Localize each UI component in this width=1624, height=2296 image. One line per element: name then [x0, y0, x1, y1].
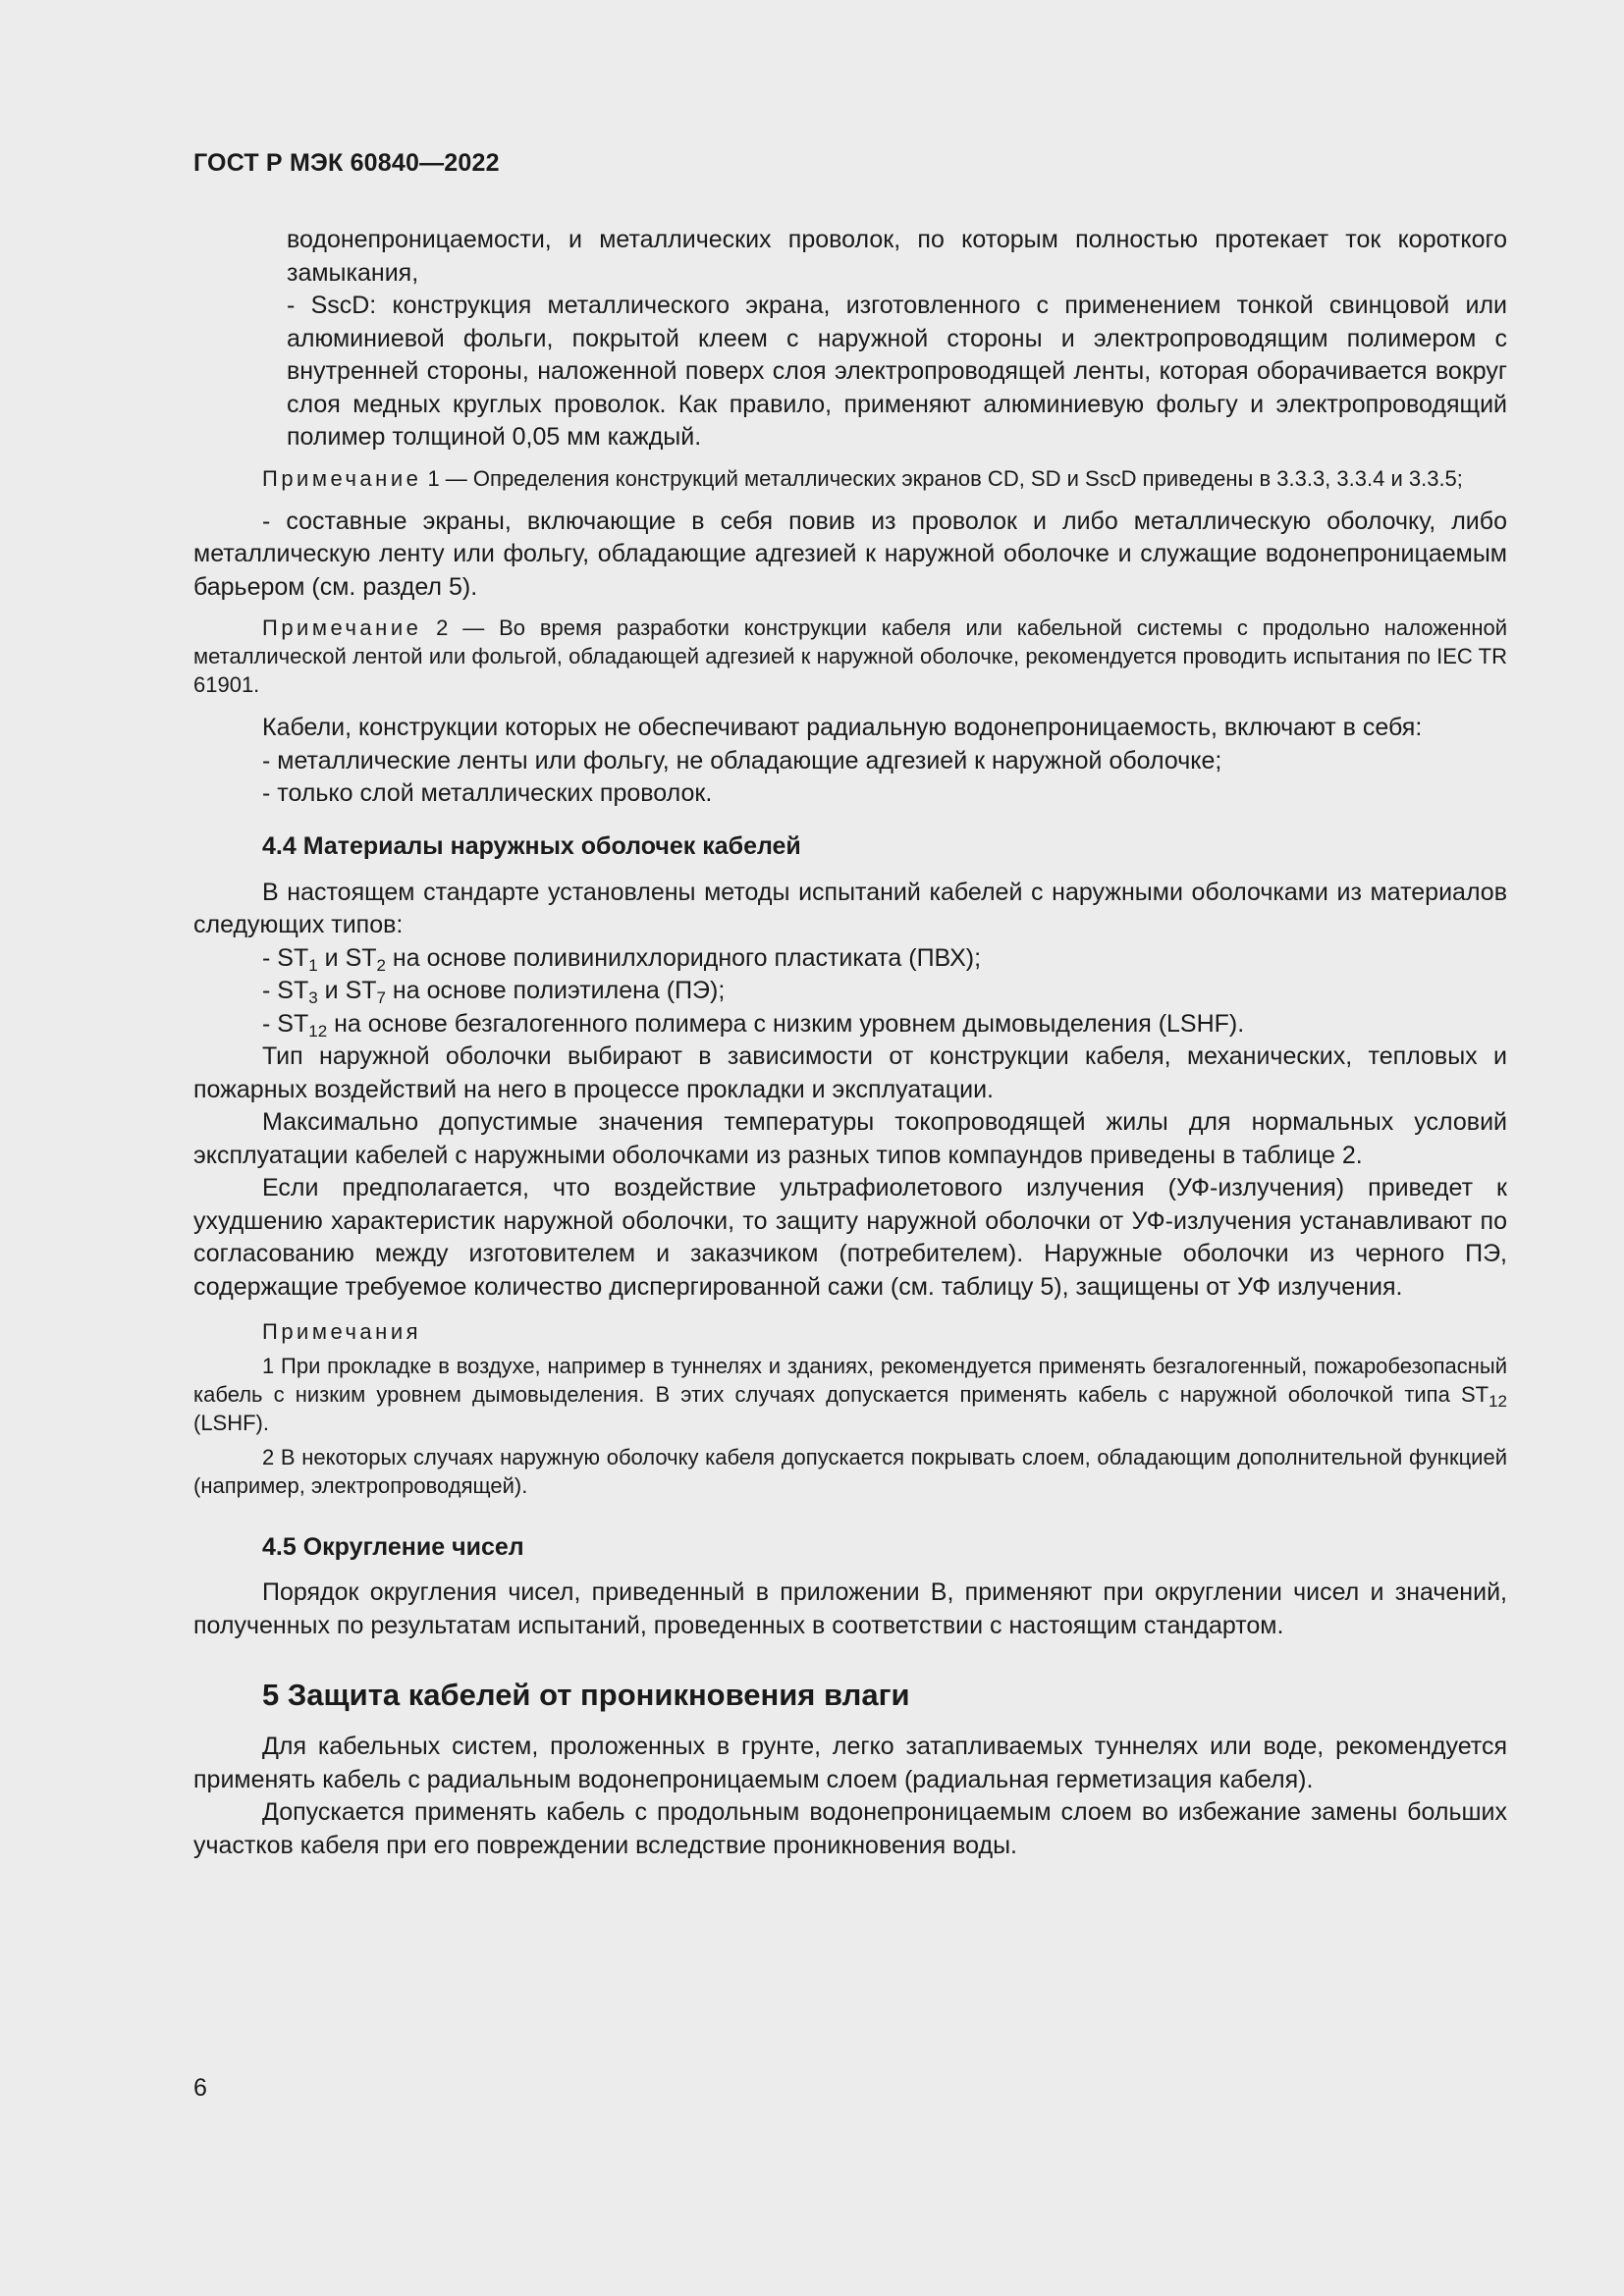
note-item-1: 1 При прокладке в воздухе, например в туннелях и зданиях, рекомендуется применять безгалогенный, пожаробезопасный кабель с низким уровнем дымовыделения. В этих случаях допускается применять кабель с наружной оболочкой типа $ST_{12}$ (LSHF). — [193, 1354, 1507, 1435]
paragraph: В настоящем стандарте установлены методы испытаний кабелей с наружными оболочками из материалов следующих типов: — [193, 878, 1507, 938]
list-item: - только слой металлических проволок. — [262, 779, 713, 807]
note-2 — [193, 614, 1507, 699]
list-item-sscd: - SscD: конструкция металлического экрана, изготовленного с применением тонкой свинцовой или алюминиевой фольги, покрытой клеем с наружной стороны и электропроводящим полимером с внутренней стороны, наложенной поверх слоя электропроводящей ленты, которая оборачивается вокруг слоя медных круглых проволок. Как правило, применяют алюминиевую фольгу и электропроводящий полимер толщиной 0,05 мм каждый. — [287, 292, 1507, 451]
note-text: 1 — Определения конструкций металлических экранов CD, SD и SscD приведены в 3.3.3, 3.3.4 и 3.3.5; — [421, 465, 1463, 491]
paragraph: Для кабельных систем, проложенных в грунте, легко затапливаемых туннелях или воде, рекомендуется применять кабель с радиальным водонепроницаемым слоем (радиальная герметизация кабеля). — [193, 1733, 1507, 1793]
paragraph: Тип наружной оболочки выбирают в зависимости от конструкции кабеля, механических, тепловых и пожарных воздействий на него в процессе прокладки и эксплуатации. — [193, 1042, 1507, 1103]
list-item-st1-st2: - $ST_1$ и $ST_2$ на основе поливинилхлоридного пластиката (ПВХ); — [262, 943, 982, 975]
list-item-st3-st7: - $ST_3$ и $ST_7$ на основе полиэтилена (ПЭ); — [262, 977, 726, 1007]
paragraph: Порядок округления чисел, приведенный в приложении В, применяют при округлении чисел и значений, полученных по результатам испытаний, проведенных в соответствии с настоящим стандартом. — [193, 1578, 1507, 1639]
note-1 — [193, 464, 1507, 493]
section-heading-4-4: 4.4 Материалы наружных оболочек кабелей — [262, 831, 801, 860]
page-body — [193, 224, 1507, 1862]
paragraph: Если предполагается, что воздействие ультрафиолетового излучения (УФ-излучения) приведет к ухудшению характеристик наружной оболочки, то защиту наружной оболочки от УФ-излучения устанавливают по согласованию между изготовителем и заказчиком (потребителем). Наружные оболочки из черного ПЭ, содержащие требуемое количество диспергированной сажи (см. таблицу 5), защищены от УФ излучения. — [193, 1174, 1507, 1301]
list-item-st12: - $ST_{12}$ на основе безгалогенного полимера с низким уровнем дымовыделения (LSHF). — [262, 1009, 1245, 1041]
paragraph-continuation: водонепроницаемости, и металлических проволок, по которым полностью протекает ток короткого замыкания, — [287, 226, 1507, 287]
list-item-composite-screens: - составные экраны, включающие в себя повив из проволок и либо металлическую оболочку, либо металлическую ленту или фольгу, обладающие адгезией к наружной оболочке и служащие водонепроницаемым барьером (см. раздел 5). — [193, 507, 1507, 601]
note-label: Примечание — [262, 615, 422, 640]
note-item-2: 2 В некоторых случаях наружную оболочку кабеля допускается покрывать слоем, обладающим дополнительной функцией (например, электропроводящей). — [193, 1445, 1507, 1498]
document-header: ГОСТ Р МЭК 60840—2022 — [193, 149, 500, 177]
paragraph: Допускается применять кабель с продольным водонепроницаемым слоем во избежание замены больших участков кабеля при его повреждении вследствие проникновения воды. — [193, 1798, 1507, 1859]
note-label: Примечание — [262, 465, 422, 491]
notes-label: Примечания — [262, 1319, 422, 1344]
section-heading-4-5: 4.5 Округление чисел — [262, 1533, 524, 1561]
note-text: 2 — Во время разработки конструкции кабеля или кабельной системы с продольно наложенной металлической лентой или фольгой, обладающей адгезией к наружной оболочке, рекомендуется проводить испытания по IEC TR 61901. — [193, 615, 1507, 697]
page-number: 6 — [193, 2074, 207, 2102]
paragraph-non-radial: Кабели, конструкции которых не обеспечивают радиальную водонепроницаемость, включают в себя: — [262, 714, 1423, 741]
paragraph: Максимально допустимые значения температуры токопроводящей жилы для нормальных условий эксплуатации кабелей с наружными оболочками из разных типов компаундов приведены в таблице 2. — [193, 1108, 1507, 1169]
section-heading-5: 5 Защита кабелей от проникновения влаги — [262, 1678, 910, 1712]
list-item: - металлические ленты или фольгу, не обладающие адгезией к наружной оболочке; — [262, 746, 1222, 774]
